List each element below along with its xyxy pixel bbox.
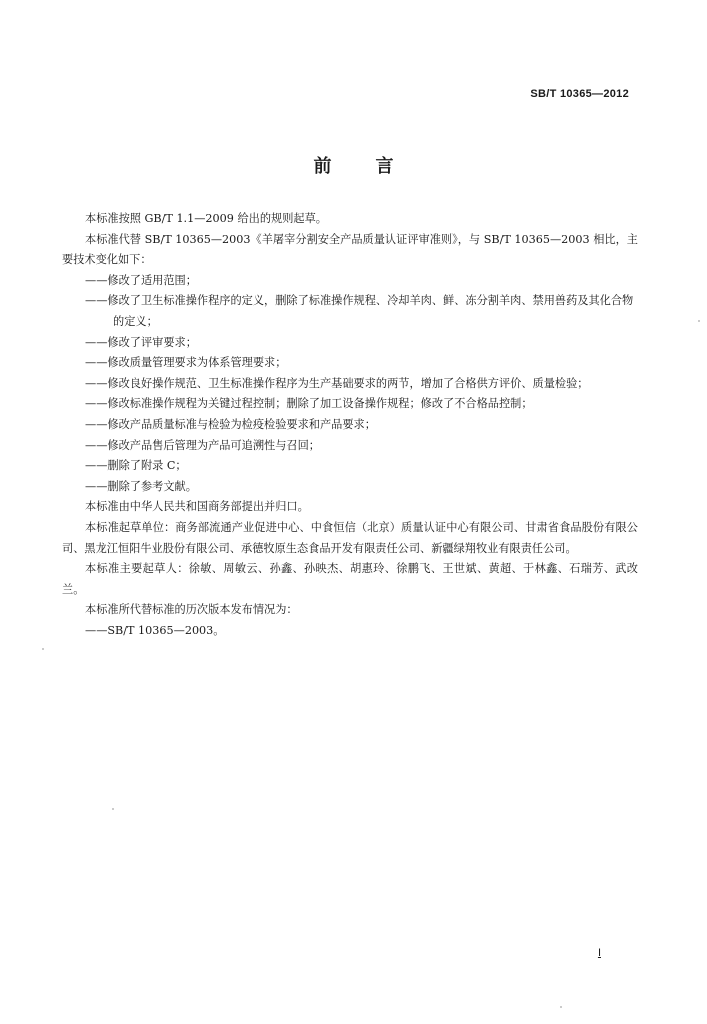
change-item: ——修改了评审要求； [85,335,197,349]
change-item: ——删除了附录 C； [85,459,187,473]
change-item: ——修改质量管理要求为体系管理要求； [85,356,287,370]
paragraph-history-intro: 本标准所代替标准的历次版本发布情况为： [85,603,298,617]
change-item: ——修改了卫生标准操作程序的定义，删除了标准操作规程、冷却羊肉、鲜、冻分割羊肉、禁用兽药及其化合物的定义； [85,294,634,328]
title-char-2: 言 [375,156,394,177]
change-item: ——修改标准操作规程为关键过程控制；删除了加工设备操作规程；修改了不合格品控制； [85,397,533,411]
page-number: I [597,947,601,959]
history-item: ——SB/T 10365—2003。 [85,623,225,637]
paragraph-drafting-rule: 本标准按照 GB/T 1.1—2009 给出的规则起草。 [85,212,327,225]
scan-speck [42,648,44,650]
paragraph-drafting-units: 本标准起草单位：商务部流通产业促进中心、中食恒信（北京）质量认证中心有限公司、甘肃省食品股份有限公司、黑龙江恒阳牛业股份有限公司、承德牧原生态食品开发有限责任公司、新疆绿翔牧业有限责任公司。 [62,520,638,555]
change-item: ——修改良好操作规范、卫生标准操作程序为生产基础要求的两节，增加了合格供方评价、质量检验； [85,376,589,390]
scan-speck [112,808,114,810]
change-list [62,271,638,498]
change-item: ——修改产品质量标准与检验为检疫检验要求和产品要求； [85,417,376,431]
scan-speck [560,1006,562,1008]
page-title [0,152,707,178]
paragraph-proposer: 本标准由中华人民共和国商务部提出并归口。 [85,500,309,514]
change-item: ——修改了适用范围； [85,273,197,287]
paragraph-replacement: 本标准代替 SB/T 10365—2003《羊屠宰分割安全产品质量认证评审准则》，与 SB/T 10365—2003 相比，主要技术变化如下： [62,232,638,267]
scan-speck [698,320,700,322]
standard-code: SB/T 10365—2012 [530,88,629,100]
change-item: ——修改产品售后管理为产品可追溯性与召回； [85,438,320,452]
title-char-1: 前 [313,156,332,177]
paragraph-drafters: 本标准主要起草人：徐敏、周敏云、孙鑫、孙映杰、胡惠玲、徐鹏飞、王世斌、黄超、于林鑫、石瑞芳、武改兰。 [62,562,638,596]
change-item: ——删除了参考文献。 [85,479,197,493]
document-body [62,209,638,641]
